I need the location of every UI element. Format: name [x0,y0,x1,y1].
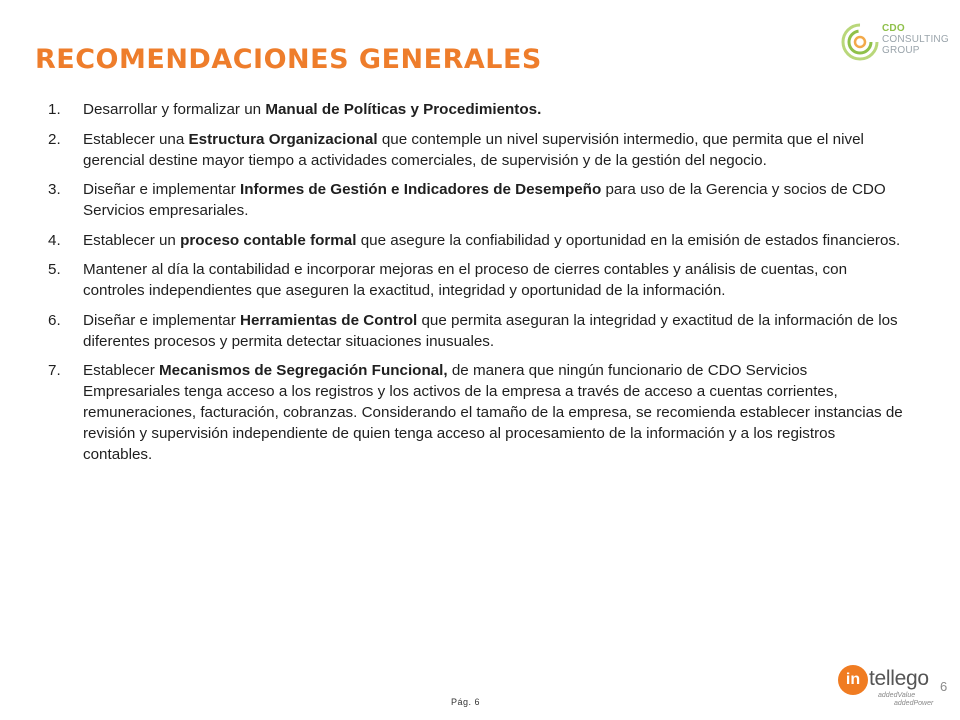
item-text: para uso de la Gerencia y socios de CDO Servicios empresariales. [83,181,886,219]
item-text: Establecer [83,362,159,379]
intellego-word: tellego [869,667,929,690]
recommendation-item [48,259,908,301]
recommendation-item [48,129,908,171]
item-text: Establecer un [83,231,181,249]
item-number: 3. [48,181,61,198]
item-emphasis: proceso contable formal [180,231,357,249]
item-text: que permita aseguran la integridad y exactitud de la información de los diferentes procesos y permita detectar situaciones inusuales. [83,311,898,350]
item-emphasis: Informes de Gestión e Indicadores de Desempeño [240,181,602,198]
item-number: 6. [48,311,61,329]
slide-number: 6 [940,679,948,694]
item-emphasis: Herramientas de Control [240,311,418,329]
recommendation-item [48,230,908,251]
cdo-ring-icon [840,22,880,62]
item-text: Diseñar e implementar [83,181,240,198]
item-number: 7. [48,362,61,379]
item-text: que asegure la confiabilidad y oportunidad en la emisión de estados financieros. [356,231,901,249]
item-text: Establecer una [83,130,189,148]
recommendation-item [48,360,908,465]
item-number: 1. [48,101,61,118]
intellego-tagline-1: addedValue [878,692,916,699]
page-title: RECOMENDACIONES GENERALES [35,44,542,75]
recommendations-list [48,99,908,474]
intellego-logo [838,665,938,707]
footer-page-label: Pág. 6 [451,697,481,707]
item-text: Mantener al día la contabilidad e incorporar mejoras en el proceso de cierres contables y análisis de cuentas, con controles independientes que aseguren la exactitud, integridad y oportunidad de la información. [83,261,848,299]
item-emphasis: Manual de Políticas y Procedimientos. [265,101,542,118]
cdo-consulting-logo [840,18,950,66]
cdo-logo-line3: GROUP [882,45,920,56]
intellego-mark: in [838,665,868,695]
recommendation-item [48,179,908,221]
intellego-tagline-2: addedPower [894,700,934,707]
item-number: 2. [48,130,61,148]
cdo-logo-line1: CDO [882,23,905,34]
recommendation-item [48,310,908,352]
cdo-logo-line2: CONSULTING [882,34,949,45]
item-emphasis: Mecanismos de Segregación Funcional, [158,362,448,379]
item-number: 4. [48,231,61,249]
item-emphasis: Estructura Organizacional [188,130,378,148]
item-number: 5. [48,261,61,278]
item-text: Diseñar e implementar [83,311,240,329]
item-text: que contemple un nivel supervisión intermedio, que permita que el nivel gerencial destine mayor tiempo a actividades comerciales, de supervisión y de la gestión del negocio. [83,130,864,169]
recommendation-item [48,99,908,120]
item-text: de manera que ningún funcionario de CDO Servicios Empresariales tenga acceso a los registros y los activos de la empresa a través de acceso a cuentas corrientes, remuneraciones, facturación, cobranzas. Considerando el tamaño de la empresa, se recomienda establecer instancias de revisión y supervisión independiente de quien tenga acceso al procesamiento de la información y a los registros contables. [83,362,903,463]
item-text: Desarrollar y formalizar un [83,101,266,118]
